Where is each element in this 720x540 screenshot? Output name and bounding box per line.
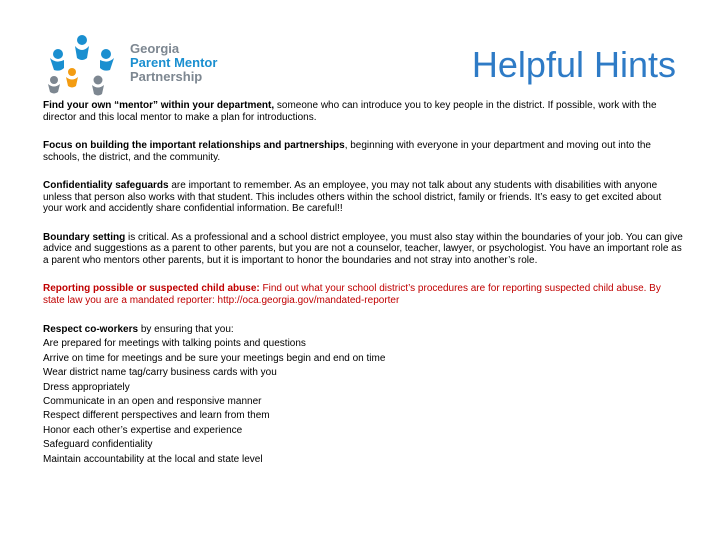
respect-heading xyxy=(43,323,683,337)
hint-child-abuse xyxy=(43,283,683,306)
hint-lead: Boundary setting xyxy=(43,231,126,243)
page-title: Helpful Hints xyxy=(471,44,676,85)
hint-boundaries xyxy=(43,232,683,267)
logo xyxy=(42,30,232,98)
logo-wordmark xyxy=(130,42,217,84)
hint-body: are important to remember. As an employee, you may not talk about any students with disabilities with anyone unless that person also works with that student. This includes others within the school district, family or friends. It’s easy to get excited about your work and accidently share confidential information. Be careful!! xyxy=(43,180,662,214)
respect-intro: by ensuring that you: xyxy=(138,324,234,335)
list-item: Maintain accountability at the local and state level xyxy=(43,453,263,465)
hint-lead: Reporting possible or suspected child abuse: xyxy=(43,283,260,294)
logo-line-2: Parent Mentor xyxy=(130,55,218,70)
hint-body: someone who can introduce you to key people in the district. If possible, work with the director and this local mentor to make a plan for introductions. xyxy=(43,100,657,123)
list-item: Safeguard confidentiality xyxy=(43,439,153,451)
respect-list xyxy=(43,337,683,467)
hints-content xyxy=(43,100,683,467)
hint-body: Find out what your school district’s procedures are for reporting suspected child abuse. By state law you are a mandated reporter: http://oca.georgia.gov/mandated-reporter xyxy=(43,283,661,306)
hint-lead: Focus on building the important relationships and partnerships xyxy=(43,140,345,151)
list-item: Wear district name tag/carry business cards with you xyxy=(43,367,277,379)
hint-lead: Find your own “mentor” within your department, xyxy=(43,100,275,111)
list-item: Dress appropriately xyxy=(43,381,130,393)
hint-body: , beginning with everyone in your department and moving out into the schools, the district, and the community. xyxy=(43,140,651,163)
respect-lead: Respect co-workers xyxy=(43,324,139,335)
logo-line-1: Georgia xyxy=(130,41,180,56)
hint-relationships xyxy=(43,140,683,163)
list-item: Arrive on time for meetings and be sure your meetings begin and end on time xyxy=(43,352,386,364)
list-item: Respect different perspectives and learn from them xyxy=(43,410,270,422)
hint-mentor xyxy=(43,100,683,123)
list-item: Honor each other’s expertise and experience xyxy=(43,424,243,436)
hint-lead: Confidentiality safeguards xyxy=(43,180,169,191)
list-item: Communicate in an open and responsive manner xyxy=(43,396,262,408)
hint-confidentiality xyxy=(43,180,683,215)
list-item: Are prepared for meetings with talking points and questions xyxy=(43,338,306,350)
people-circle-logo-icon xyxy=(42,32,122,98)
logo-line-3: Partnership xyxy=(130,69,203,84)
hint-body: is critical. As a professional and a school district employee, you must also stay within the boundaries of your job. You can give advice and suggestions as a parent to other parents, but you are not a counselor, teacher, lawyer, or psychologist. You have an important role as a parent who mentors other parents, but it is important to honor the boundaries and not stray into another’s role. xyxy=(43,231,683,266)
